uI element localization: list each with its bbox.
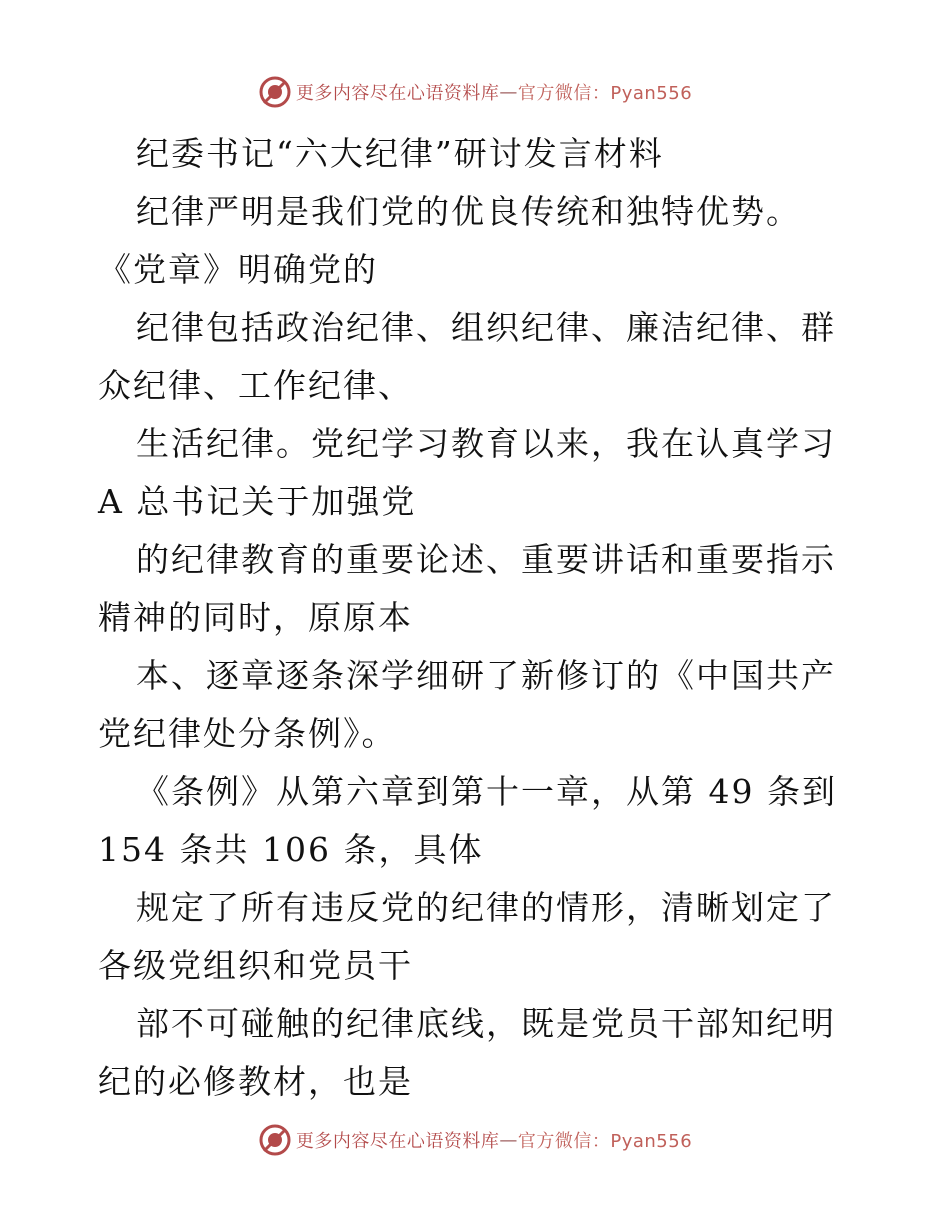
paragraph-1: 纪律严明是我们党的优良传统和独特优势。《党章》明确党的: [98, 192, 801, 289]
paragraph-2: 纪律包括政治纪律、组织纪律、廉洁纪律、群众纪律、工作纪律、: [98, 308, 836, 405]
banner-separator: —: [499, 1129, 518, 1151]
banner-wechat: 官方微信：Pyan556: [517, 83, 693, 104]
banner-text: 更多内容尽在心语资料库: [295, 83, 500, 104]
paragraph-8: 部不可碰触的纪律底线，既是党员干部知纪明纪的必修教材，也是: [98, 1004, 836, 1101]
paragraph-4: 的纪律教育的重要论述、重要讲话和重要指示精神的同时，原原本: [98, 540, 836, 637]
watermark-banner-bottom: [0, 1120, 950, 1160]
paragraph-3: 生活纪律。党纪学习教育以来，我在认真学习 A 总书记关于加强党: [98, 424, 836, 521]
library-logo-icon: [258, 1123, 292, 1157]
banner-wechat: 官方微信：Pyan556: [517, 1131, 693, 1152]
document-title: 纪委书记“六大纪律”研讨发言材料: [136, 134, 664, 173]
banner-text: 更多内容尽在心语资料库: [295, 1131, 500, 1152]
banner-separator: —: [499, 81, 518, 103]
document-body: [98, 125, 853, 1111]
watermark-banner-top: [0, 72, 950, 112]
paragraph-6: 《条例》从第六章到第十一章，从第 49 条到 154 条共 106 条，具体: [98, 772, 837, 869]
paragraph-5: 本、逐章逐条深学细研了新修订的《中国共产党纪律处分条例》。: [98, 656, 836, 753]
paragraph-7: 规定了所有违反党的纪律的情形，清晰划定了各级党组织和党员干: [98, 888, 836, 985]
library-logo-icon: [258, 75, 292, 109]
